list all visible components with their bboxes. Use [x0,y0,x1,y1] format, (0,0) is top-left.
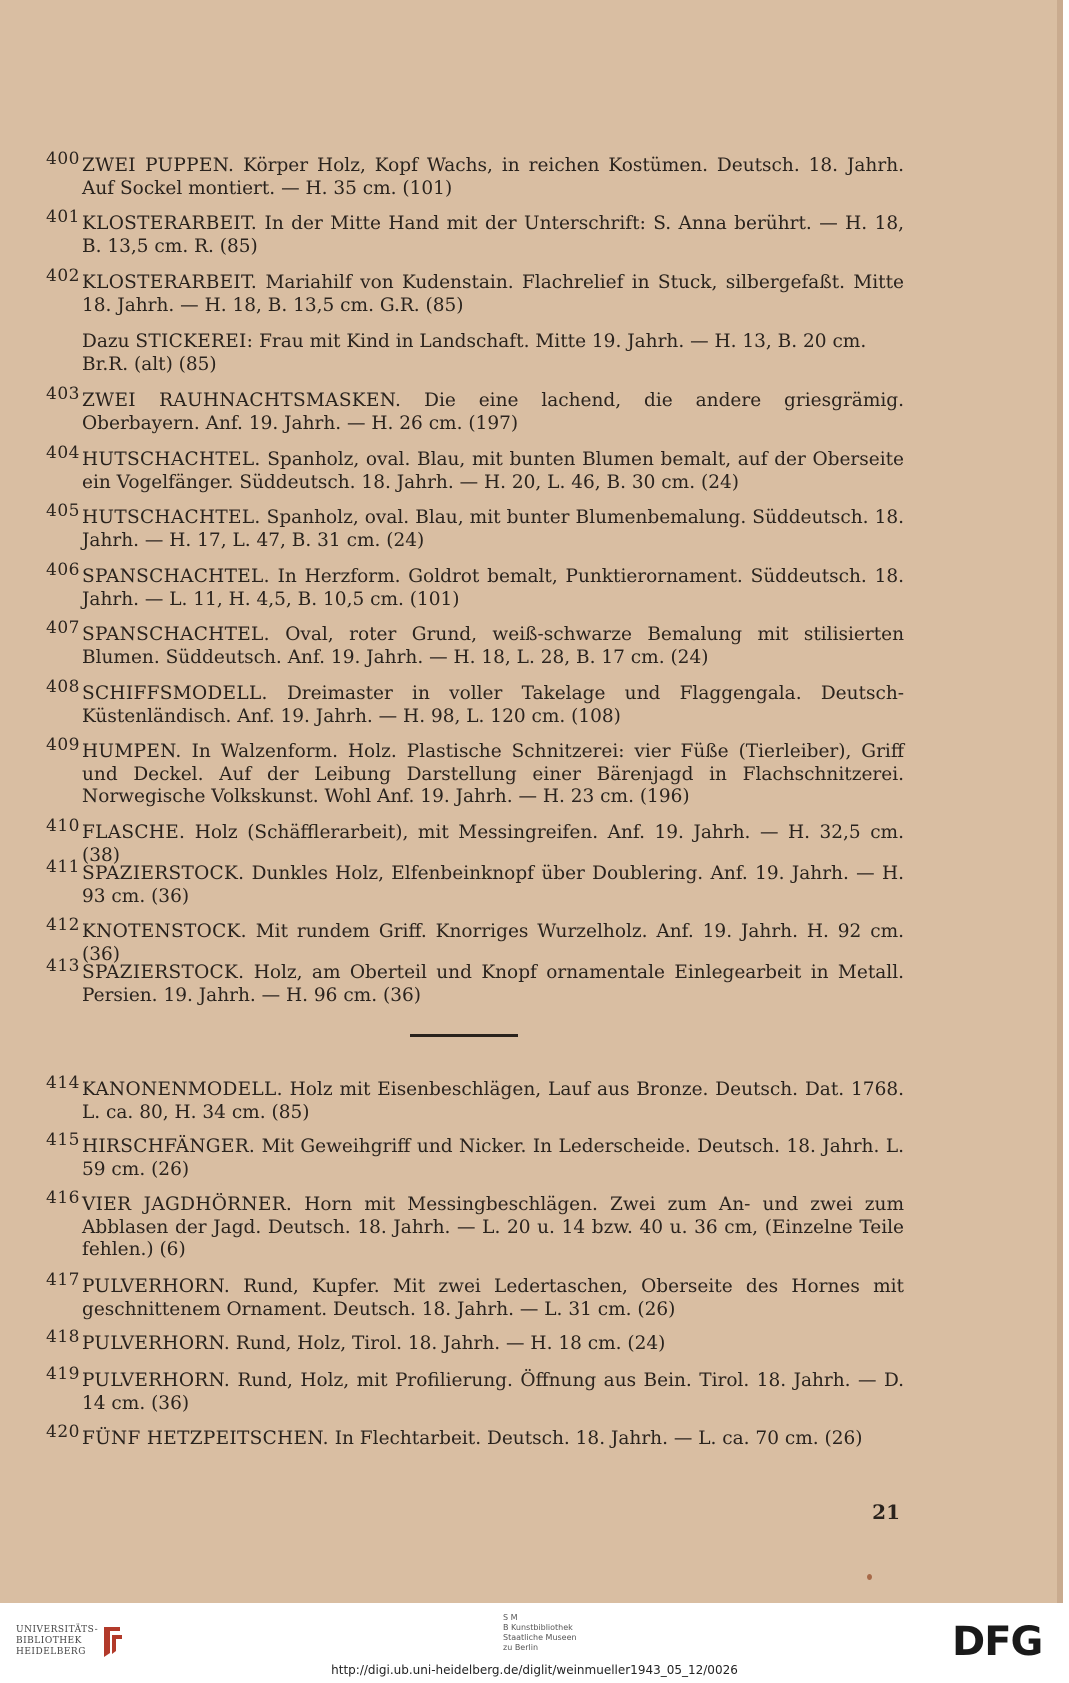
lot-number: 412 [46,915,80,935]
lot-number: 417 [46,1270,80,1290]
lot-description: Dunkles Holz, Elfenbeinknopf über Doublering. Anf. 19. Jahrh. — H. 93 cm. (36) [82,863,904,907]
entry-417 [46,1270,904,1321]
lot-description: Rund, Holz, Tirol. 18. Jahrh. — H. 18 cm. (24) [230,1333,666,1354]
lot-description: Rund, Holz, mit Profilierung. Öffnung aus Bein. Tirol. 18. Jahrh. — D. 14 cm. (36) [82,1370,904,1414]
logo-line: Staatliche Museen [503,1633,577,1642]
lot-number: 409 [46,735,80,755]
lot-title: HUMPEN. [82,741,182,762]
entry-405 [46,501,904,552]
entry-409 [46,735,904,809]
dfg-logo[interactable]: DFG [952,1619,1043,1665]
lot-title: SPAZIERSTOCK. [82,863,245,884]
entry-419 [46,1364,904,1415]
lot-title: HUTSCHACHTEL. [82,507,261,528]
university-library-logo[interactable] [16,1625,98,1658]
entry-410 [46,816,904,867]
lot-title: PULVERHORN. [82,1333,231,1354]
lot-title: KNOTENSTOCK. [82,921,247,942]
entry-418 [46,1327,904,1356]
lot-title: ZWEI RAUHNACHTSMASKEN. [82,390,402,411]
entry-401 [46,207,904,258]
entry-402 [46,266,904,317]
entry-411 [46,857,904,908]
lot-number: 413 [46,956,80,976]
lot-number: 402 [46,266,80,286]
lot-title: KLOSTERARBEIT. [82,213,258,234]
section-divider [410,1034,518,1037]
note-prefix: Dazu [82,331,136,352]
note-stickerei [82,331,904,376]
lot-title: KANONENMODELL. [82,1079,283,1100]
lot-title: VIER JAGDHÖRNER. [82,1194,293,1215]
lot-description: Holz mit Eisenbeschlägen, Lauf aus Bronze. Deutsch. Dat. 1768. L. ca. 80, H. 34 cm. (85) [82,1079,904,1123]
entry-407 [46,618,904,669]
lot-number: 416 [46,1188,80,1208]
entry-414 [46,1073,904,1124]
lot-title: ZWEI PUPPEN. [82,155,235,176]
lot-number: 404 [46,443,80,463]
logo-line: UNIVERSITÄTS- [16,1625,99,1635]
lot-description: Mariahilf von Kudenstain. Flachrelief in Stuck, silbergefaßt. Mitte 18. Jahrh. — H. 18, B. 13,5 cm. G.R. (85) [82,272,904,316]
entry-420 [46,1422,904,1451]
lot-number: 419 [46,1364,80,1384]
digitization-footer [0,1603,1069,1683]
logo-line: B Kunstbibliothek [503,1623,573,1632]
lot-description: Holz (Schäfflerarbeit), mit Messingreifen. Anf. 19. Jahrh. — H. 32,5 cm. (38) [82,822,904,866]
lot-number: 414 [46,1073,80,1093]
lot-description: In Herzform. Goldrot bemalt, Punktierornament. Süddeutsch. 18. Jahrh. — L. 11, H. 4,5, B. 10,5 cm. (101) [82,566,904,610]
logo-line: S M [503,1613,518,1622]
lot-title: SPAZIERSTOCK. [82,962,245,983]
lot-description: Dreimaster in voller Takelage und Flaggengala. Deutsch-Küstenländisch. Anf. 19. Jahrh. — H. 98, L. 120 cm. (108) [82,683,904,727]
lot-description: In Walzenform. Holz. Plastische Schnitzerei: vier Füße (Tierleiber), Griff und Deckel. Auf der Leibung Darstellung einer Bärenjagd in Flachschnitzerei. Norwegische Volkskunst. Wohl Anf. 19. Jahrh. — H. 23 cm. (196) [82,741,904,807]
lot-description: Rund, Kupfer. Mit zwei Ledertaschen, Oberseite des Hornes mit geschnittenem Ornament. Deutsch. 18. Jahrh. — L. 31 cm. (26) [82,1276,904,1320]
entry-403 [46,384,904,435]
lot-description: In Flechtarbeit. Deutsch. 18. Jahrh. — L. ca. 70 cm. (26) [328,1428,863,1449]
logo-line: BIBLIOTHEK [16,1636,82,1646]
entry-406 [46,560,904,611]
lot-number: 408 [46,677,80,697]
lot-number: 406 [46,560,80,580]
lot-description: Mit Geweihgriff und Nicker. In Lederscheide. Deutsch. 18. Jahrh. L. 59 cm. (26) [82,1136,904,1180]
lot-title: KLOSTERARBEIT. [82,272,258,293]
lot-number: 407 [46,618,80,638]
note-description: Frau mit Kind in Landschaft. Mitte 19. Jahrh. — H. 13, B. 20 cm. Br.R. (alt) (85) [82,331,867,375]
lot-description: Oval, roter Grund, weiß-schwarze Bemalung mit stilisierten Blumen. Süddeutsch. Anf. 19. Jahrh. — H. 18, L. 28, B. 17 cm. (24) [82,624,904,668]
lot-title: FÜNF HETZPEITSCHEN. [82,1428,329,1449]
lot-description: Spanholz, oval. Blau, mit bunter Blumenbemalung. Süddeutsch. 18. Jahrh. — H. 17, L. 47, B. 31 cm. (24) [82,507,904,551]
lot-description: Die eine lachend, die andere griesgrämig. Oberbayern. Anf. 19. Jahrh. — H. 26 cm. (197) [82,390,904,434]
lot-number: 410 [46,816,80,836]
kunstbibliothek-logo [503,1613,577,1653]
lot-description: Mit rundem Griff. Knorriges Wurzelholz. Anf. 19. Jahrh. H. 92 cm. (36) [82,921,904,965]
lot-title: SCHIFFSMODELL. [82,683,268,704]
lot-title: PULVERHORN. [82,1276,231,1297]
logo-line: zu Berlin [503,1643,539,1652]
lot-title: SPANSCHACHTEL. [82,624,270,645]
lot-number: 401 [46,207,80,227]
entry-415 [46,1130,904,1181]
logo-line: HEIDELBERG [16,1647,86,1657]
note-title: STICKEREI: [135,331,254,352]
lot-number: 400 [46,149,80,169]
lot-description: Horn mit Messingbeschlägen. Zwei zum An- und zwei zum Abblasen der Jagd. Deutsch. 18. Jahrh. — L. 20 u. 14 bzw. 40 u. 36 cm, (Einzelne Teile fehlen.) (6) [82,1194,904,1260]
lot-number: 411 [46,857,80,877]
university-emblem-icon [100,1623,126,1659]
lot-description: Spanholz, oval. Blau, mit bunten Blumen bemalt, auf der Oberseite ein Vogelfänger. Süddeutsch. 18. Jahrh. — H. 20, L. 46, B. 30 cm. (24) [82,449,904,493]
entry-404 [46,443,904,494]
lot-number: 415 [46,1130,80,1150]
lot-number: 420 [46,1422,80,1442]
lot-description: Holz, am Oberteil und Knopf ornamentale Einlegearbeit in Metall. Persien. 19. Jahrh. — H. 96 cm. (36) [82,962,904,1006]
lot-title: FLASCHE. [82,822,186,843]
permalink-url[interactable]: http://digi.ub.uni-heidelberg.de/diglit/weinmueller1943_05_12/0026 [331,1663,738,1677]
lot-description: In der Mitte Hand mit der Unterschrift: S. Anna berührt. — H. 18, B. 13,5 cm. R. (85) [82,213,904,257]
entry-416 [46,1188,904,1262]
entry-400 [46,149,904,200]
lot-title: HUTSCHACHTEL. [82,449,261,470]
lot-number: 403 [46,384,80,404]
lot-number: 418 [46,1327,80,1347]
lot-title: PULVERHORN. [82,1370,231,1391]
entry-413 [46,956,904,1007]
lot-title: HIRSCHFÄNGER. [82,1136,256,1157]
lot-number: 405 [46,501,80,521]
entry-412 [46,915,904,966]
entry-408 [46,677,904,728]
ink-spot [867,1574,872,1580]
lot-description: Körper Holz, Kopf Wachs, in reichen Kostümen. Deutsch. 18. Jahrh. Auf Sockel montiert. — H. 35 cm. (101) [82,155,904,199]
lot-title: SPANSCHACHTEL. [82,566,270,587]
page-number: 21 [872,1500,900,1524]
